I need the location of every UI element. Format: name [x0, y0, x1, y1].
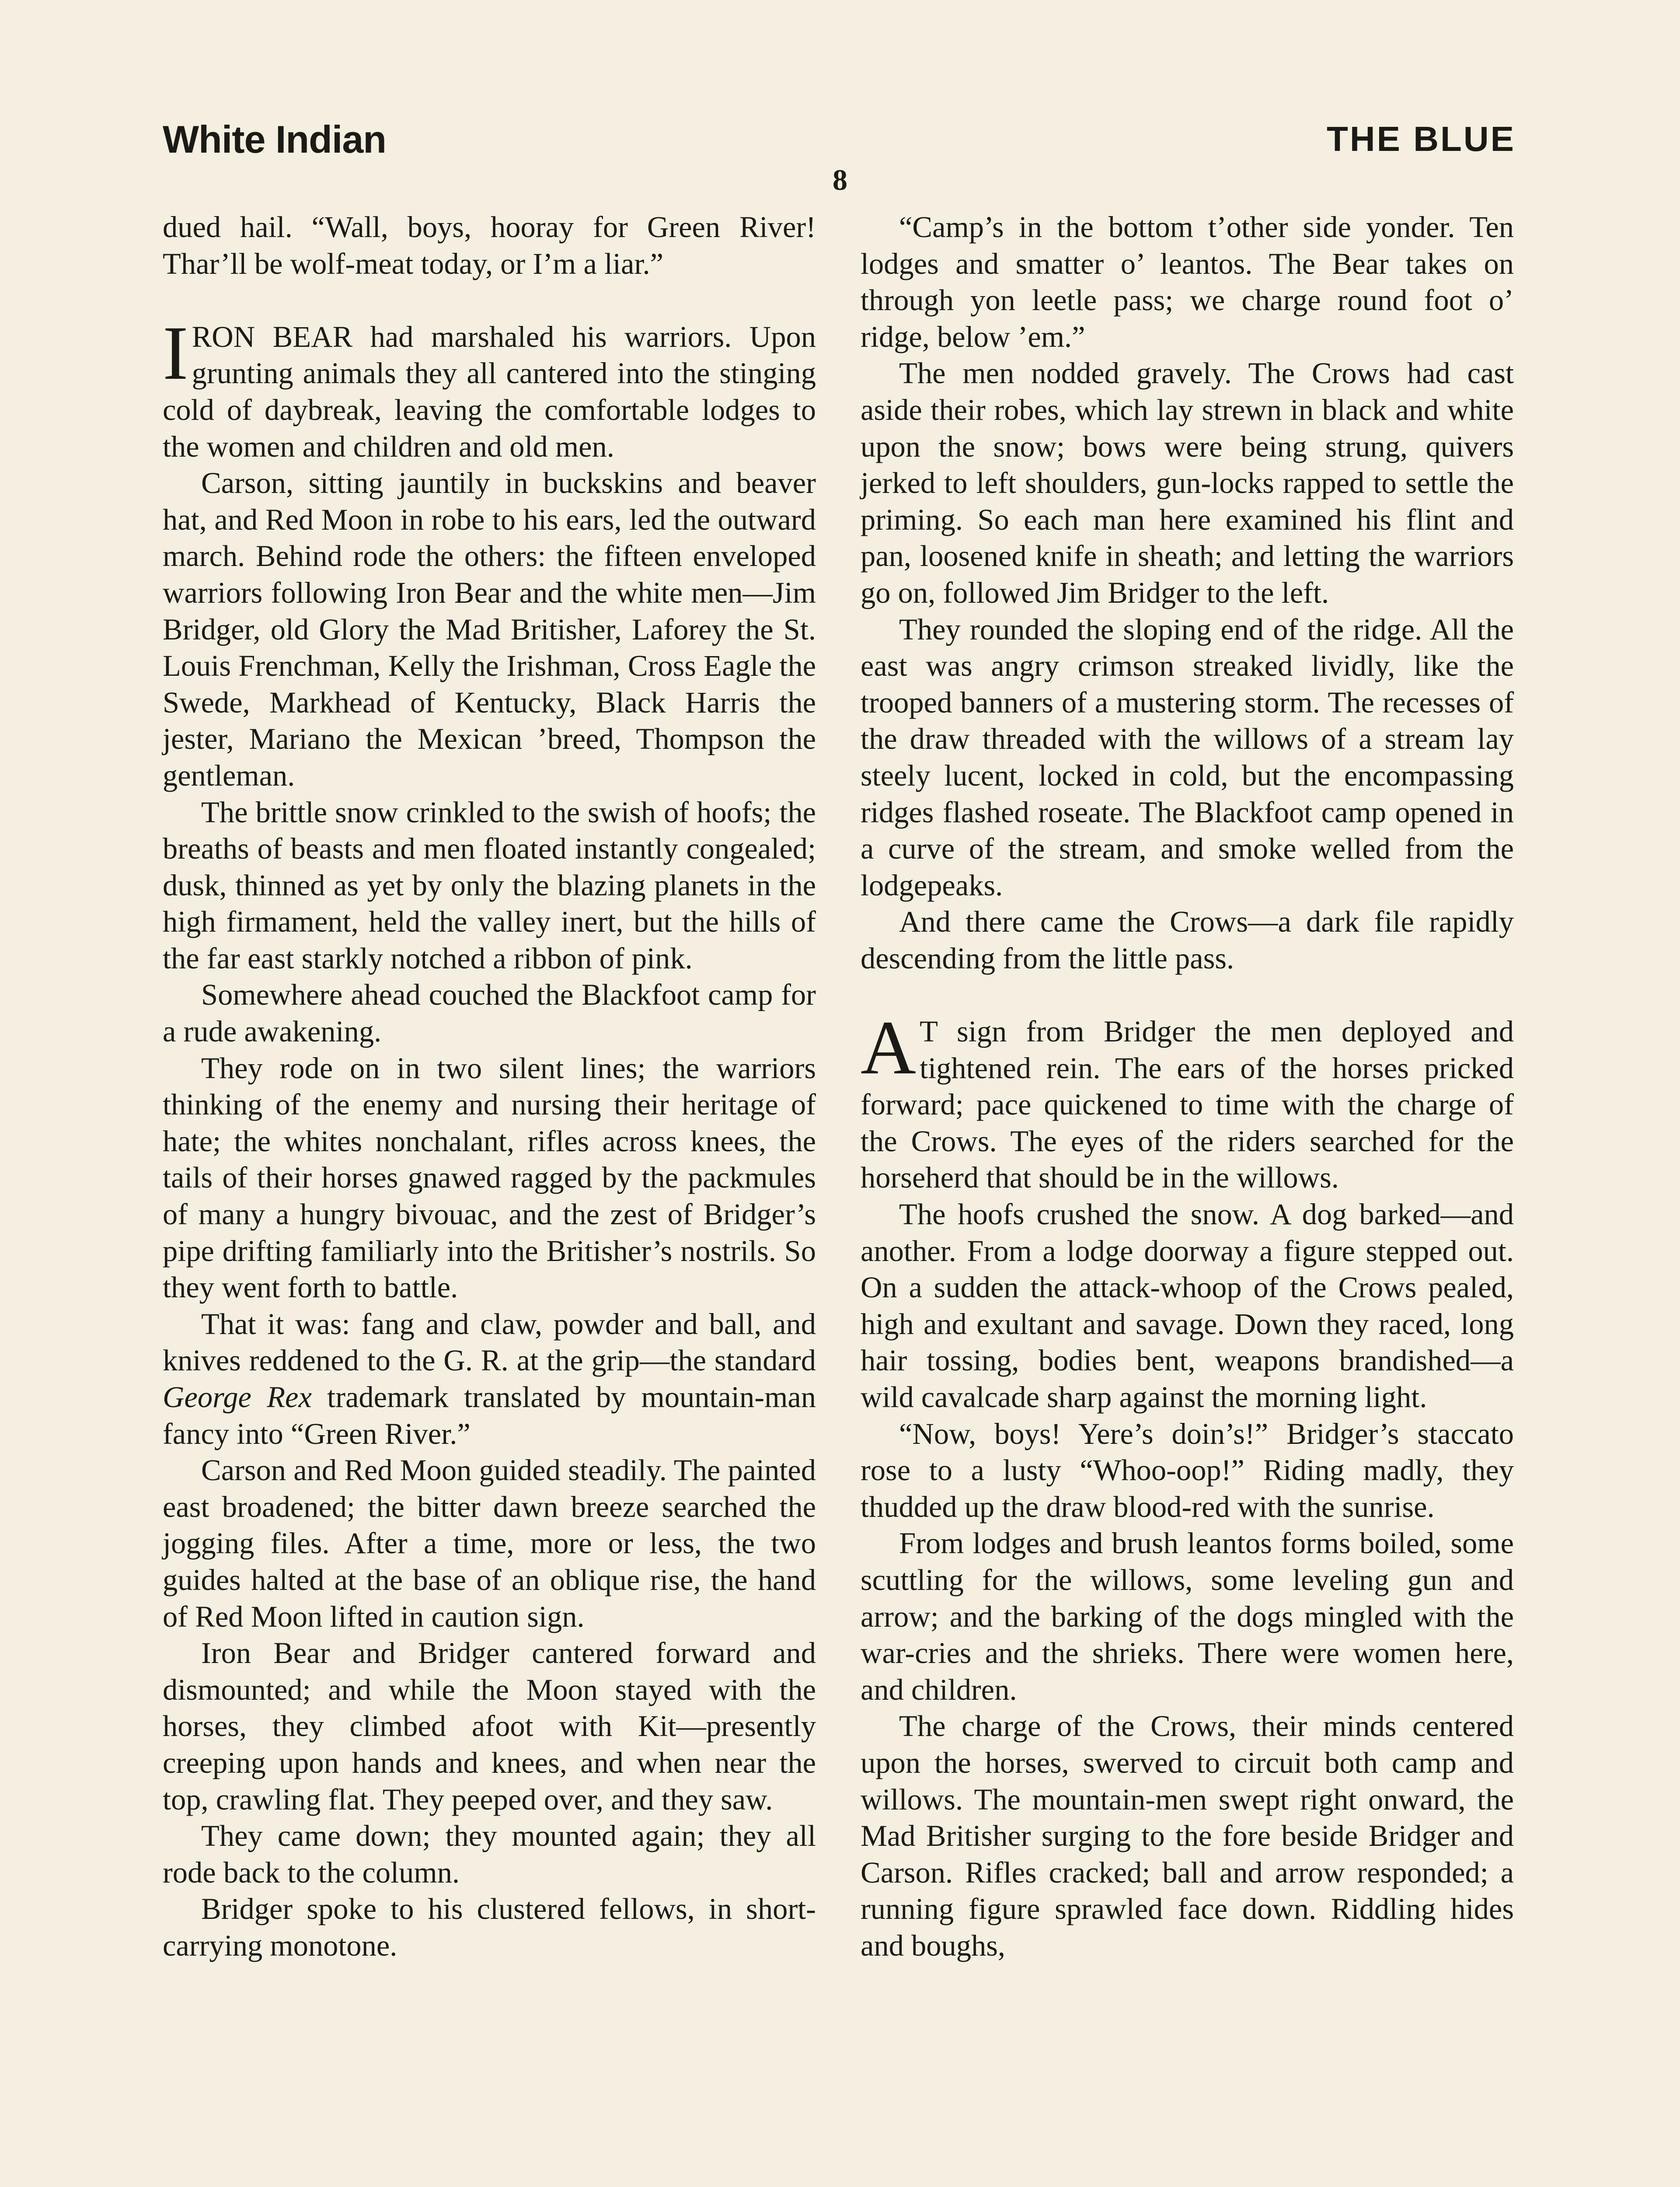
- drop-cap: I: [163, 310, 188, 396]
- paragraph: dued hail. “Wall, boys, hooray for Green River! Thar’ll be wolf-meat today, or I’m a liar.”: [163, 210, 816, 280]
- page-number: 8: [833, 163, 847, 196]
- paragraph: And there came the Crows—a dark file rapidly descending from the little pass.: [861, 905, 1514, 975]
- paragraph: Iron Bear and Bridger cantered forward and dismounted; and while the Moon stayed with the horses, they climbed afoot with Kit—presently creeping upon hands and knees, and when near the top, crawling flat. They peeped over, and they saw.: [163, 1636, 816, 1816]
- paragraph-text: RON BEAR had marshaled his warriors. Upon grunting animals they all cantered into the stinging cold of daybreak, leaving the comfortable lodges to the women and children and old men.: [163, 320, 816, 463]
- drop-cap: A: [861, 1005, 917, 1091]
- paragraph: Carson and Red Moon guided steadily. The painted east broadened; the bitter dawn breeze searched the jogging files. After a time, more or less, the two guides halted at the base of an oblique rise, the hand of Red Moon lifted in caution sign.: [163, 1453, 816, 1633]
- paragraph: [163, 1306, 816, 1452]
- running-head-magazine-title: THE BLUE: [1327, 119, 1516, 158]
- paragraph: Somewhere ahead couched the Blackfoot camp for a rude awakening.: [163, 978, 816, 1048]
- left-text-column: [163, 209, 816, 1964]
- paragraph: “Camp’s in the bottom t’other side yonder. Ten lodges and smatter o’ leantos. The Bear takes on through yon leetle pass; we charge round foot o’ ridge, below ’em.”: [861, 210, 1514, 353]
- paragraph-text: T sign from Bridger the men deployed and tightened rein. The ears of the horses pricked forward; pace quickened to time with the charge of the Crows. The eyes of the riders searched for the horseherd that should be in the willows.: [861, 1015, 1514, 1195]
- paragraph: The brittle snow crinkled to the swish of hoofs; the breaths of beasts and men floated instantly congealed; dusk, thinned as yet by only the blazing planets in the high firmament, held the valley inert, but the hills of the far east starkly notched a ribbon of pink.: [163, 795, 816, 975]
- running-head-story-title: White Indian: [163, 118, 387, 161]
- paragraph: The charge of the Crows, their minds centered upon the horses, swerved to circuit both camp and willows. The mountain-men swept right onward, the Mad Britisher surging to the fore beside Bridger and Carson. Rifles cracked; ball and arrow responded; a running figure sprawled face down. Riddling hides and boughs,: [861, 1709, 1514, 1962]
- paragraph: The hoofs crushed the snow. A dog barked—and another. From a lodge doorway a figure stepped out. On a sudden the attack-whoop of the Crows pealed, high and exultant and savage. Down they raced, long hair tossing, bodies bent, weapons brandished—a wild cavalcade sharp against the morning light.: [861, 1198, 1514, 1414]
- paragraph: From lodges and brush leantos forms boiled, some scuttling for the willows, some leveling gun and arrow; and the barking of the dogs mingled with the war-cries and the shrieks. There were women here, and children.: [861, 1527, 1514, 1706]
- paragraph: They came down; they mounted again; they all rode back to the column.: [163, 1819, 816, 1889]
- italic-text: George Rex: [163, 1380, 312, 1414]
- right-text-column: [861, 209, 1514, 1964]
- section-opening-paragraph: [861, 1005, 1514, 1196]
- paragraph: Bridger spoke to his clustered fellows, in short-carrying monotone.: [163, 1892, 816, 1962]
- paragraph: They rode on in two silent lines; the warriors thinking of the enemy and nursing their heritage of hate; the whites nonchalant, rifles across knees, the tails of their horses gnawed ragged by the packmules of many a hungry bivouac, and the zest of Bridger’s pipe drifting familiarly into the Britisher’s nostrils. So they went forth to battle.: [163, 1051, 816, 1304]
- paragraph-text: trademark translated by mountain-man fancy into “Green River.”: [163, 1380, 816, 1450]
- paragraph: “Now, boys! Yere’s doin’s!” Bridger’s staccato rose to a lusty “Whoo-oop!” Riding madly, they thudded up the draw blood-red with the sunrise.: [861, 1417, 1514, 1523]
- paragraph: They rounded the sloping end of the ridge. All the east was angry crimson streaked lividly, like the trooped banners of a mustering storm. The recesses of the draw threaded with the willows of a stream lay steely lucent, locked in cold, but the encompassing ridges flashed roseate. The Blackfoot camp opened in a curve of the stream, and smoke welled from the lodgepeaks.: [861, 612, 1514, 902]
- section-opening-paragraph: [163, 310, 816, 465]
- paragraph: Carson, sitting jauntily in buckskins and beaver hat, and Red Moon in robe to his ears, led the outward march. Behind rode the others: the fifteen enveloped warriors following Iron Bear and the white men—Jim Bridger, old Glory the Mad Britisher, Laforey the St. Louis Frenchman, Kelly the Irishman, Cross Eagle the Swede, Markhead of Kentucky, Black Harris the jester, Mariano the Mexican ’breed, Thompson the gentleman.: [163, 466, 816, 792]
- paragraph: The men nodded gravely. The Crows had cast aside their robes, which lay strewn in black and white upon the snow; bows were being strung, quivers jerked to left shoulders, gun-locks rapped to settle the priming. So each man here examined his flint and pan, loosened knife in sheath; and letting the warriors go on, followed Jim Bridger to the left.: [861, 356, 1514, 609]
- paragraph-text: That it was: fang and claw, powder and ball, and knives reddened to the G. R. at the grip—the standard: [163, 1307, 816, 1377]
